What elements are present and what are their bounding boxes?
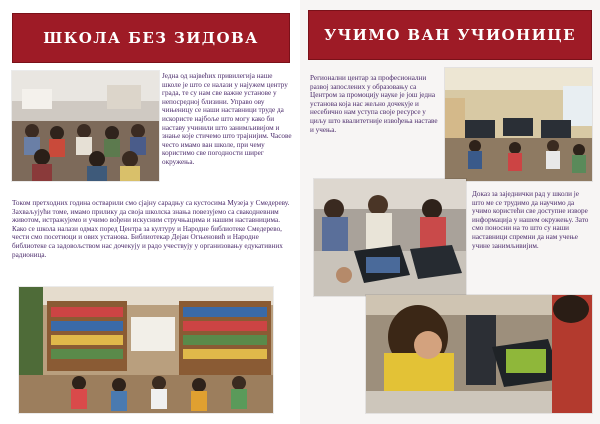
photo-students-laptops	[314, 179, 466, 296]
left-body-text	[12, 199, 290, 259]
left-intro-text: Једна од највећих привилегија наше школе је што се налази у најужем центру града, те су нам све важне установе у непосредној близини. Управо ову чињеницу се наши наставници труде да искористе најбоље што могу како би наставу учинили што занимљивијом и знање које стичемо што трајнијим. Часове често имамо ван школе, при чему користимо све погодности ширег окружења.	[162, 72, 292, 166]
photo-library-reading	[19, 287, 273, 413]
left-page-title: ШКОЛА БЕЗ ЗИДОВА	[12, 13, 290, 63]
photo-girl-laptop	[366, 295, 592, 413]
photo-classroom-lecture	[12, 71, 159, 181]
right-body-text: Доказ за заједнички рад у школи је што ме се трудимо да научимо да учимо користећи све доступне изворе информација у нашем окружењу. Зато смо поносни на то што су наши наставници спремни да нам учење учине занимљивијим.	[472, 190, 589, 250]
right-intro-text: Регионални центар за професионални развој запослених у образовању са Центром за промоцију науке је још једна установа која нас жељно дочекује и несебично нам уступа своје ресурсе у циљу што квалитетније извођења наставе и учења.	[310, 74, 438, 134]
right-page-title: УЧИМО ВАН УЧИОНИЦЕ	[308, 10, 592, 60]
left-body-paragraph-1: Током претходних година остварили смо сјајну сарадњу са кустосима Музеја у Смедереву. Захваљујући томе, имамо прилику да своја школска знања повезујемо са свакодневним животом, истражујемо и учимо вођени искусним стручњацима и нашим наставницима.	[12, 199, 290, 225]
left-body-paragraph-2: Како се школа налази одмах поред Центра за културу и Народне библиотеке Смедерево, чести смо посетиоци и ових установа. Библиотекар Дејан Огњеновић и Народне библиотеке са задовољством нас дочекују и радо учествују у организовању едукативних радионица.	[12, 224, 283, 259]
photo-computer-lab	[445, 68, 592, 181]
right-page	[300, 0, 600, 424]
